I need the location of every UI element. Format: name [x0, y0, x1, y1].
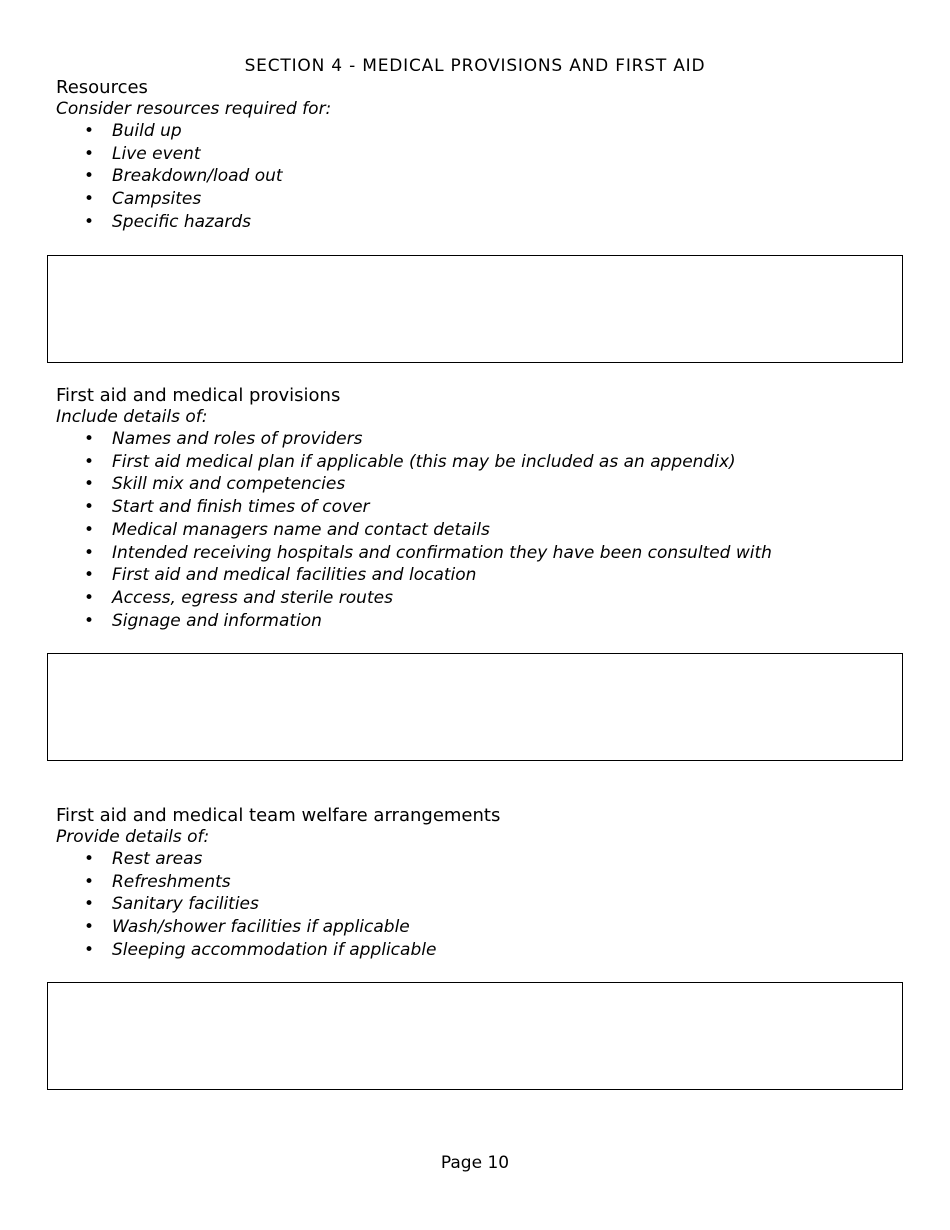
list-item	[56, 939, 916, 962]
bullet-icon: •	[84, 587, 95, 608]
bullet-icon: •	[84, 542, 95, 563]
bullet-icon: •	[84, 474, 95, 495]
bullet-icon: •	[84, 121, 95, 141]
list-item	[56, 587, 916, 610]
section-intro: Consider resources required for:	[56, 99, 332, 119]
list-item-text: Medical managers name and contact details	[112, 519, 490, 540]
list-item-text: Refreshments	[112, 871, 231, 892]
list-item	[56, 871, 916, 894]
section-first-aid-provisions	[56, 385, 916, 632]
bullet-icon: •	[84, 143, 95, 164]
bullet-icon: •	[84, 166, 95, 187]
list-item-text: Intended receiving hospitals and confirmation they have been consulted with	[112, 542, 772, 563]
list-item-text: Specific hazards	[112, 211, 252, 232]
list-item-text: Rest areas	[112, 849, 203, 869]
bullet-list	[56, 120, 916, 234]
bullet-icon: •	[84, 497, 95, 518]
list-item	[56, 848, 916, 871]
section-intro: Include details of:	[56, 407, 208, 427]
bullet-icon: •	[84, 211, 95, 232]
section-heading: Resources	[56, 77, 148, 98]
list-item-text: First aid medical plan if applicable (this may be included as an appendix)	[112, 451, 736, 472]
bullet-icon: •	[84, 610, 95, 631]
list-item	[56, 519, 916, 542]
bullet-icon: •	[84, 871, 95, 892]
list-item-text: Build up	[112, 121, 182, 141]
list-item-text: Live event	[112, 143, 201, 164]
list-item-text: Access, egress and sterile routes	[112, 587, 393, 608]
list-item	[56, 473, 916, 496]
list-item	[56, 143, 916, 166]
section-welfare-arrangements	[56, 805, 916, 962]
bullet-icon: •	[84, 429, 95, 449]
list-item-text: Skill mix and competencies	[112, 474, 346, 495]
section-intro: Provide details of:	[56, 827, 210, 847]
list-item-text: Sanitary facilities	[112, 894, 259, 915]
list-item	[56, 564, 916, 587]
bullet-icon: •	[84, 894, 95, 915]
list-item-text: First aid and medical facilities and location	[112, 565, 477, 586]
list-item	[56, 188, 916, 211]
list-item-text: Breakdown/load out	[112, 166, 283, 187]
list-item-text: Start and finish times of cover	[112, 497, 370, 518]
resources-answer-box[interactable]	[47, 255, 903, 363]
bullet-icon: •	[84, 939, 95, 960]
section-heading: First aid and medical provisions	[56, 385, 341, 406]
list-item	[56, 165, 916, 188]
section-resources	[56, 77, 916, 234]
bullet-icon: •	[84, 565, 95, 586]
bullet-icon: •	[84, 917, 95, 938]
first-aid-provisions-answer-box[interactable]	[47, 653, 903, 761]
list-item	[56, 428, 916, 451]
bullet-icon: •	[84, 849, 95, 869]
list-item	[56, 496, 916, 519]
bullet-icon: •	[84, 189, 95, 210]
list-item-text: Wash/shower facilities if applicable	[112, 917, 410, 938]
list-item-text: Signage and information	[112, 610, 322, 631]
list-item	[56, 451, 916, 474]
bullet-icon: •	[84, 451, 95, 472]
list-item-text: Names and roles of providers	[112, 429, 363, 449]
bullet-list	[56, 848, 916, 962]
bullet-list	[56, 428, 916, 632]
list-item	[56, 542, 916, 565]
list-item	[56, 211, 916, 234]
list-item	[56, 893, 916, 916]
page-title: SECTION 4 - MEDICAL PROVISIONS AND FIRST AID	[244, 56, 706, 76]
page-number: Page 10	[440, 1153, 510, 1173]
list-item-text: Sleeping accommodation if applicable	[112, 939, 437, 960]
list-item-text: Campsites	[112, 189, 202, 210]
welfare-arrangements-answer-box[interactable]	[47, 982, 903, 1090]
list-item	[56, 120, 916, 143]
bullet-icon: •	[84, 519, 95, 540]
list-item	[56, 610, 916, 633]
section-heading: First aid and medical team welfare arrangements	[56, 805, 501, 826]
list-item	[56, 916, 916, 939]
